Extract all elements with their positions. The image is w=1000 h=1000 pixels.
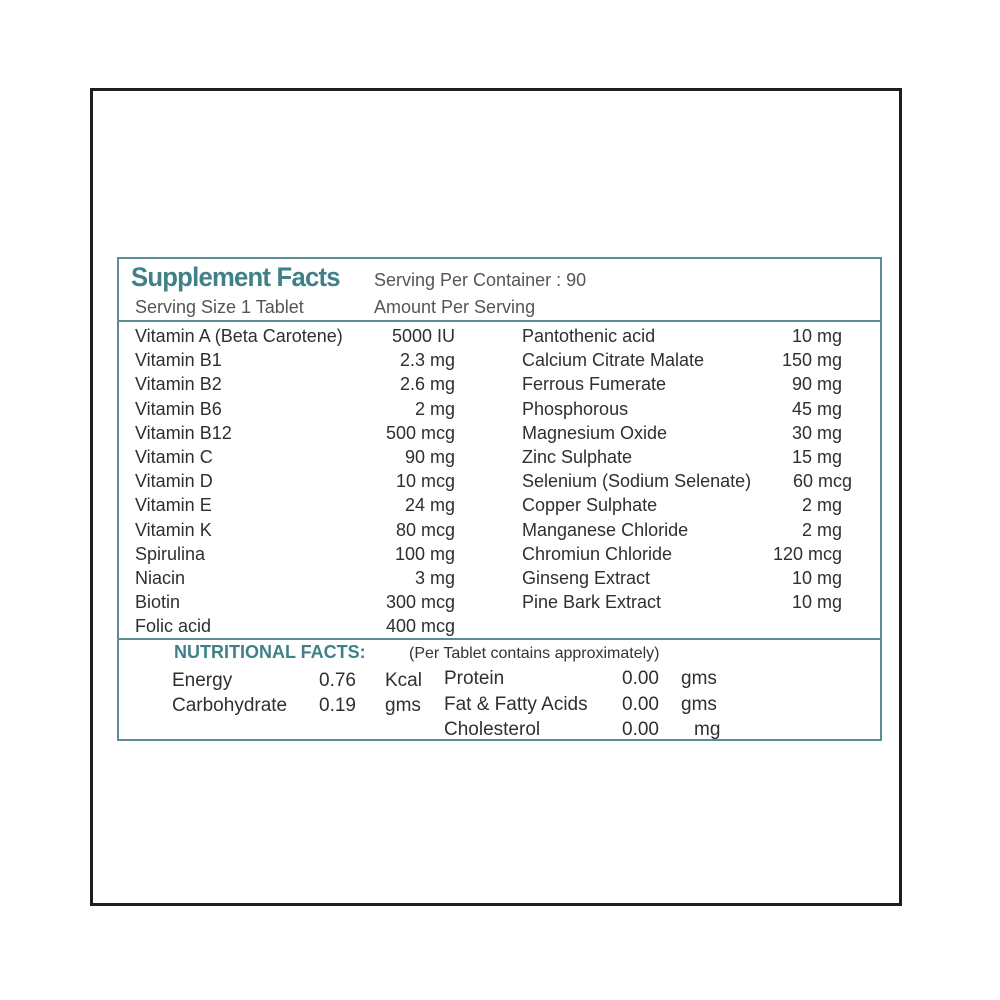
list-item: Vitamin B6 2 mg [135,399,455,419]
nutrition-unit: Kcal [385,670,422,691]
list-item: Ferrous Fumerate 90 mg [522,374,842,394]
supplement-facts-title: Supplement Facts [131,262,340,292]
nutrition-name: Energy [172,670,233,691]
header-divider [119,320,880,322]
list-item: Selenium (Sodium Selenate) 60 mcg [522,471,852,491]
nutritional-facts-note: (Per Tablet contains approximately) [409,645,660,662]
list-item: Vitamin B2 2.6 mg [135,374,455,394]
nutrition-value: 0.00 [622,694,659,715]
list-item: Vitamin A (Beta Carotene) 5000 IU [135,326,455,346]
list-item: Pantothenic acid 10 mg [522,326,842,346]
list-item: Manganese Chloride 2 mg [522,520,842,540]
nutrition-unit: gms [385,695,421,716]
list-item: Vitamin B12 500 mcg [135,423,455,443]
amount-per-serving: Amount Per Serving [374,297,536,317]
list-item: Niacin 3 mg [135,568,455,588]
serving-size: Serving Size 1 Tablet [135,297,304,317]
nutrition-value: 0.19 [319,695,356,716]
nutrition-name: Fat & Fatty Acids [444,694,588,715]
list-item: Folic acid 400 mcg [135,616,455,636]
nutrition-value: 0.00 [622,668,659,689]
nutrition-unit: gms [681,694,717,715]
list-item: Zinc Sulphate 15 mg [522,447,842,467]
nutritional-facts-title: NUTRITIONAL FACTS: [174,642,366,662]
list-item: Chromiun Chloride 120 mcg [522,544,842,564]
nutrition-value: 0.76 [319,670,356,691]
list-item: Vitamin K 80 mcg [135,520,455,540]
nutrition-name: Protein [444,668,505,689]
list-item: Vitamin D 10 mcg [135,471,455,491]
list-item: Copper Sulphate 2 mg [522,495,842,515]
list-item: Vitamin B1 2.3 mg [135,350,455,370]
list-item: Ginseng Extract 10 mg [522,568,842,588]
list-item: Magnesium Oxide 30 mg [522,423,842,443]
list-item: Phosphorous 45 mg [522,399,842,419]
nutrition-name: Cholesterol [444,719,541,740]
nutrition-name: Carbohydrate [172,695,288,716]
nutrition-divider [119,638,880,640]
list-item: Spirulina 100 mg [135,544,455,564]
list-item: Calcium Citrate Malate 150 mg [522,350,842,370]
nutrition-unit: gms [681,668,717,689]
list-item: Vitamin E 24 mg [135,495,455,515]
supplement-facts-panel [117,257,882,741]
list-item: Biotin 300 mcg [135,592,455,612]
nutrition-value: 0.00 [622,719,659,740]
list-item: Pine Bark Extract 10 mg [522,592,842,612]
list-item: Vitamin C 90 mg [135,447,455,467]
nutrition-unit: mg [694,719,721,740]
serving-per-container: Serving Per Container : 90 [374,270,587,290]
